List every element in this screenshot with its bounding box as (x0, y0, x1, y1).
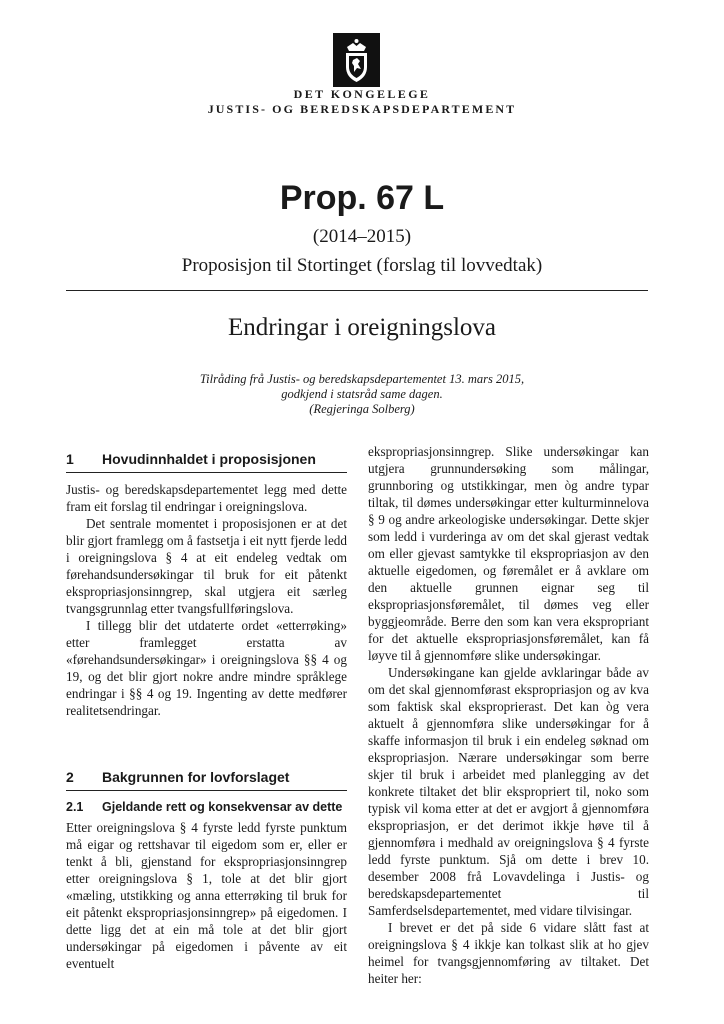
session-years: (2014–2015) (312, 226, 412, 247)
section-title: Hovudinnhaldet i proposisjonen (102, 451, 316, 467)
department-line-2: JUSTIS- OG BEREDSKAPSDEPARTEMENT (207, 102, 517, 116)
section-number: 1 (66, 451, 74, 467)
subsection-2-1-heading (66, 799, 347, 815)
recommendation-note (0, 372, 724, 417)
right-column (368, 443, 649, 987)
section-number: 2 (66, 769, 74, 785)
proposition-type: Proposisjon til Stortinget (forslag til lovvedtak) (181, 255, 543, 276)
paragraph: Justis- og beredskapsdepartementet legg med dette fram eit forslag til endringar i oreigningslova. (66, 482, 347, 514)
recommendation-line: godkjend i statsråd same dagen. (281, 387, 443, 401)
left-column (66, 450, 347, 972)
paragraph: I brevet er det på side 6 vidare slått fast at oreigningslova § 4 ikkje kan tolkast slik at ho gjev heimel for tvangsgjennomføring av tiltaket. Det heiter her: (368, 920, 649, 986)
paragraph: Det sentrale momentet i proposisjonen er at det blir gjort framlegg om å fastsetja i eit nytt fjerde ledd i oreigningslova § 4 at eit endeleg vedtak om førehandsundersøkingar til bruk for eit påtenkt ekspropriasjonsinngrep, skal utgjera eit særleg tvangsgrunnlag etter tvangsfullføringslova. (66, 516, 347, 616)
royal-coat-of-arms-icon (333, 33, 380, 87)
subsection-title: Gjeldande rett og konsekvensar av dette (102, 800, 343, 814)
paragraph: Etter oreigningslova § 4 fyrste ledd fyrste punktum må eigar og rettshavar til eigedom som er, eller er tenkt å bli, gjenstand for ekspropriasjonsinngrep etter oreigningslova § 1, tole at det blir gjort «mæling, utstikking og anna etterrøking til bruk for eit påtenkt ekspropriasjonsinngrep» på eigedomen. I dette ligg det at ein må tole at det blir gjort undersøkingar på eigedomen i påvente av eit eventuelt (66, 820, 347, 971)
recommendation-line: (Regjeringa Solberg) (309, 402, 415, 416)
section-2-heading (66, 768, 347, 791)
title-divider (66, 290, 648, 291)
subsection-number: 2.1 (66, 800, 84, 814)
department-line-1: DET KONGELEGE (293, 87, 431, 101)
section-title: Bakgrunnen for lovforslaget (102, 769, 290, 785)
paragraph: ekspropriasjonsinngrep. Slike undersøkingar kan utgjera grunnundersøking som målingar, grunnboring og utstikkingar, men òg andre typar tiltak, til dømes undersøkingar etter kulturminnelova § 9 og andre arkeologiske undersøkingar. Dette skjer som ledd i vurderinga av om det skal gjerast vedtak om eller gjevast samtykke til ekspropriasjon av den aktuelle eigedomen, og føremålet er å avklare om den aktuelle grunnen eignar seg til ekspropriasjonsføremålet, til dømes veg eller byggjeområde. Berre den som kan vera ekspropriant for det aktuelle ekspropriasjonsføremålet, kan få løyve til å gjennomføre slike undersøkingar. (368, 444, 649, 663)
paragraph: Undersøkingane kan gjelde avklaringar både av om det skal gjennomførast ekspropriasjon og av kva som faktisk skal eksproprierast. Det kan òg vera aktuelt å gjennomføra slike undersøkingar for å skaffe informasjon til bruk i ein endeleg søknad om ekspropriasjon. Nærare undersøkingar som berre skjer til bruk i arbeidet med planlegging av det konkrete tiltaket det blir ekspropriert til, noko som typisk vil koma etter at det er avgjort å gjennomføra ekspropriasjon, er det derimot ikkje høve til å gjennomføra i medhald av oreigningslova § 4 fyrste ledd fyrste punktum. Sjå om dette i brev 10. desember 2008 frå Lovavdelinga i Justis- og beredskapsdepartementet til Samferdselsdepartementet, med vidare tilvisingar. (368, 665, 649, 918)
section-1-heading (66, 450, 347, 473)
document-title: Endringar i oreigningslova (228, 314, 496, 341)
paragraph: I tillegg blir det utdaterte ordet «etterrøking» etter framlegget erstatta av «førehandsundersøkingar» i oreigningslova §§ 4 og 19, og det blir gjort nokre andre mindre språklege endringar i §§ 4 og 19. Ingenting av dette medfører realitetsendringar. (66, 618, 347, 718)
proposition-number: Prop. 67 L (279, 179, 445, 217)
recommendation-line: Tilråding frå Justis- og beredskapsdepartementet 13. mars 2015, (199, 372, 525, 386)
